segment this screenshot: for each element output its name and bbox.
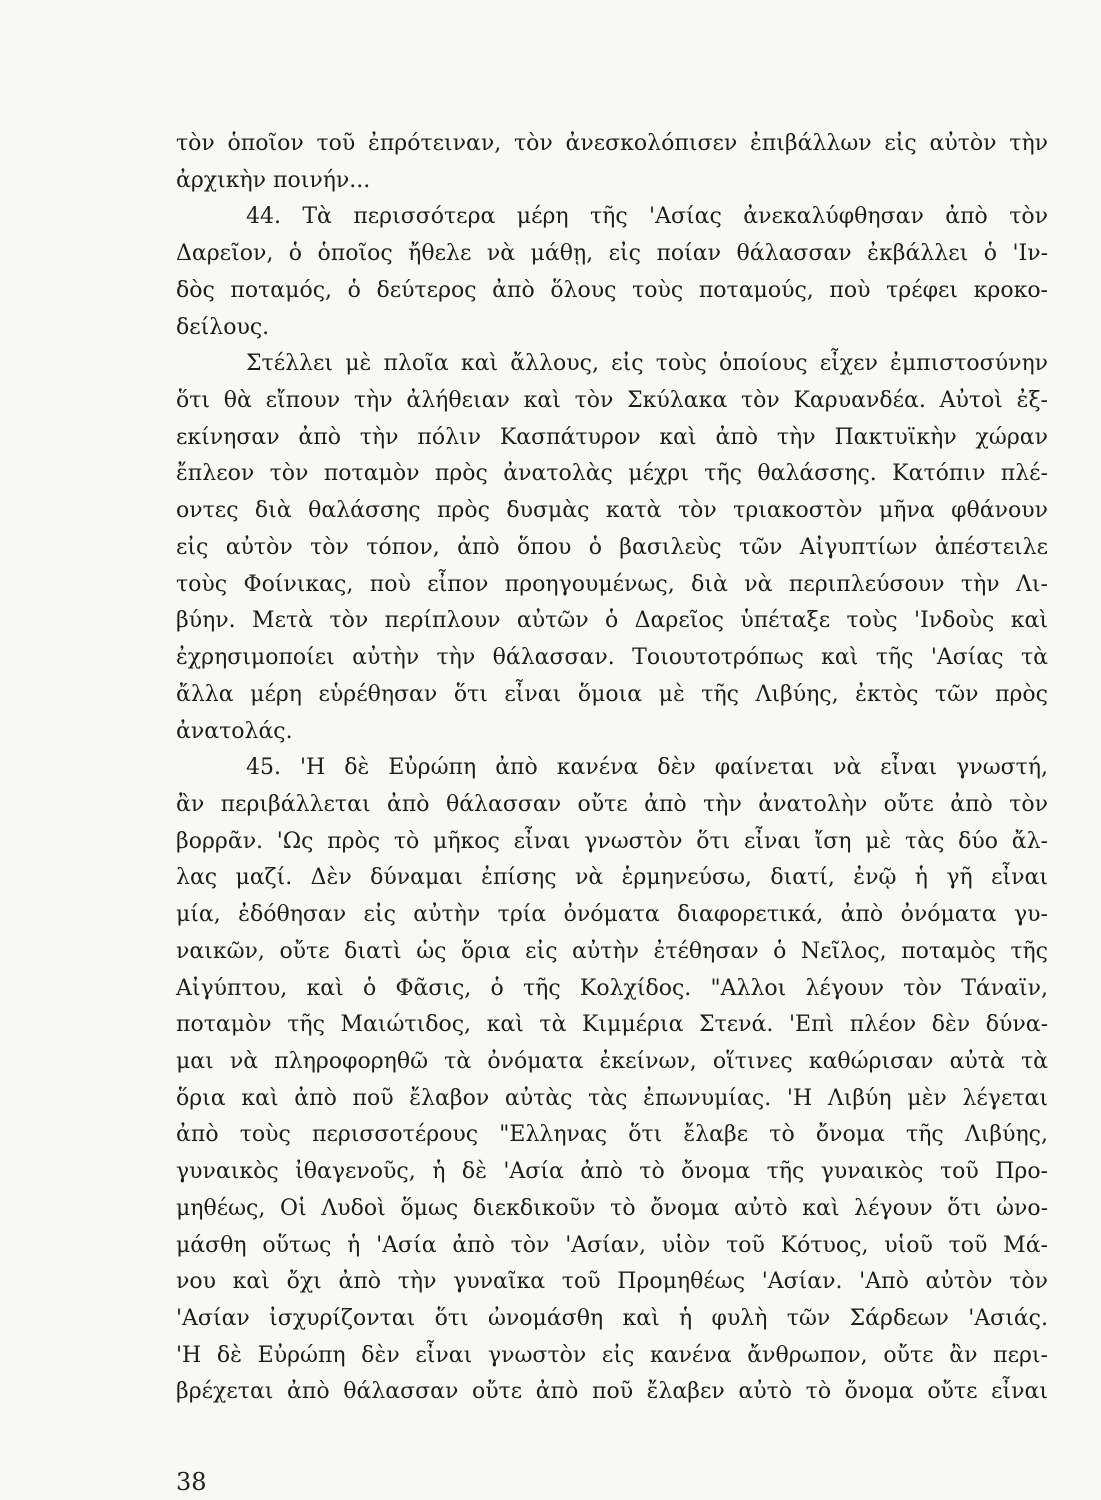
text-line: μία, ἐδόθησαν εἰς αὐτὴν τρία ὀνόματα διαφορετικά, ἀπὸ ὀνόματα γυ-	[176, 902, 1048, 928]
page-number: 38	[176, 1468, 207, 1496]
text-line: μάσθη οὕτως ἡ 'Ασία ἀπὸ τὸν 'Ασίαν, υἱὸν τοῦ Κότυος, υἱοῦ τοῦ Μά-	[176, 1232, 1048, 1258]
text-line: δείλους.	[176, 314, 270, 340]
text-line: 44. Τὰ περισσότερα μέρη τῆς 'Ασίας ἀνεκαλύφθησαν ἀπὸ τὸν	[246, 204, 1048, 230]
text-line: Αἰγύπτου, καὶ ὁ Φᾶσις, ὁ τῆς Κολχίδος. "Αλλοι λέγουν τὸν Τάναϊν,	[176, 975, 1048, 1001]
text-line: γυναικὸς ἰθαγενοῦς, ἡ δὲ 'Ασία ἀπὸ τὸ ὄνομα τῆς γυναικὸς τοῦ Προ-	[176, 1159, 1048, 1185]
text-line: Δαρεῖον, ὁ ὁποῖος ἤθελε νὰ μάθῃ, εἰς ποίαν θάλασσαν ἐκβάλλει ὁ 'Ιν-	[176, 241, 1048, 267]
text-line: μαι νὰ πληροφορηθῶ τὰ ὀνόματα ἐκείνων, οἵτινες καθώρισαν αὐτὰ τὰ	[176, 1048, 1048, 1074]
text-line: βορρᾶν. 'Ως πρὸς τὸ μῆκος εἶναι γνωστὸν ὅτι εἶναι ἴση μὲ τὰς δύο ἄλ-	[176, 828, 1048, 854]
text-line: 45. 'Η δὲ Εὐρώπη ἀπὸ κανένα δὲν φαίνεται νὰ εἶναι γνωστή,	[246, 755, 1048, 781]
text-line: ποταμὸν τῆς Μαιώτιδος, καὶ τὰ Κιμμέρια Στενά. 'Επὶ πλέον δὲν δύνα-	[176, 1012, 1048, 1038]
text-line: τὸν ὁποῖον τοῦ ἐπρότειναν, τὸν ἀνεσκολόπισεν ἐπιβάλλων εἰς αὐτὸν τὴν	[176, 131, 1048, 156]
text-line: ἄλλα μέρη εὑρέθησαν ὅτι εἶναι ὅμοια μὲ τῆς Λιβύης, ἐκτὸς τῶν πρὸς	[176, 681, 1048, 707]
text-line: λας μαζί. Δὲν δύναμαι ἐπίσης νὰ ἑρμηνεύσω, διατί, ἐνῷ ἡ γῆ εἶναι	[176, 865, 1048, 891]
text-line: ἔπλεον τὸν ποταμὸν πρὸς ἀνατολὰς μέχρι τῆς θαλάσσης. Κατόπιν πλέ-	[176, 461, 1048, 487]
text-line: δὸς ποταμός, ὁ δεύτερος ἀπὸ ὅλους τοὺς ποταμούς, ποὺ τρέφει κροκο-	[176, 277, 1048, 303]
text-line: οντες διὰ θαλάσσης πρὸς δυσμὰς κατὰ τὸν τριακοστὸν μῆνα φθάνουν	[176, 498, 1048, 524]
text-line: ὅτι θὰ εἴπουν τὴν ἀλήθειαν καὶ τὸν Σκύλακα τὸν Καρυανδέα. Αὐτοὶ ἐξ-	[176, 388, 1048, 414]
text-line: Στέλλει μὲ πλοῖα καὶ ἄλλους, εἰς τοὺς ὁποίους εἶχεν ἐμπιστοσύνην	[246, 351, 1048, 377]
text-line: ἀνατολάς.	[176, 718, 293, 744]
text-line: βρέχεται ἀπὸ θάλασσαν οὔτε ἀπὸ ποῦ ἔλαβεν αὐτὸ τὸ ὄνομα οὔτε εἶναι	[176, 1379, 1048, 1405]
text-line: εκίνησαν ἀπὸ τὴν πόλιν Κασπάτυρον καὶ ἀπὸ τὴν Πακτυϊκὴν χώραν	[176, 424, 1048, 450]
text-line: ναικῶν, οὔτε διατὶ ὡς ὅρια εἰς αὐτὴν ἐτέθησαν ὁ Νεῖλος, ποταμὸς τῆς	[176, 938, 1048, 964]
text-line: 'Ασίαν ἰσχυρίζονται ὅτι ὠνομάσθη καὶ ἡ φυλὴ τῶν Σάρδεων 'Ασιάς.	[176, 1306, 1048, 1331]
text-line: μηθέως, Οἱ Λυδοὶ ὅμως διεκδικοῦν τὸ ὄνομα αὐτὸ καὶ λέγουν ὅτι ὠνο-	[176, 1195, 1048, 1221]
text-line: 'Η δὲ Εὐρώπη δὲν εἶναι γνωστὸν εἰς κανένα ἄνθρωπον, οὔτε ἂν περι-	[176, 1342, 1048, 1368]
text-line: ἀπὸ τοὺς περισσοτέρους "Ελληνας ὅτι ἔλαβε τὸ ὄνομα τῆς Λιβύης,	[176, 1122, 1048, 1148]
text-line: νου καὶ ὄχι ἀπὸ τὴν γυναῖκα τοῦ Προμηθέως 'Ασίαν. 'Απὸ αὐτὸν τὸν	[176, 1269, 1048, 1295]
text-line: ἂν περιβάλλεται ἀπὸ θάλασσαν οὔτε ἀπὸ τὴν ἀνατολὴν οὔτε ἀπὸ τὸν	[176, 791, 1048, 817]
text-line: εἰς αὐτὸν τὸν τόπον, ἀπὸ ὅπου ὁ βασιλεὺς τῶν Αἰγυπτίων ἀπέστειλε	[176, 534, 1048, 560]
text-line: τοὺς Φοίνικας, ποὺ εἶπον προηγουμένως, διὰ νὰ περιπλεύσουν τὴν Λι-	[176, 571, 1048, 597]
text-line: ἐχρησιμοποίει αὐτὴν τὴν θάλασσαν. Τοιουτοτρόπως καὶ τῆς 'Ασίας τὰ	[176, 645, 1048, 671]
text-line: ὅρια καὶ ἀπὸ ποῦ ἔλαβον αὐτὰς τὰς ἐπωνυμίας. 'Η Λιβύη μὲν λέγεται	[176, 1085, 1048, 1111]
body-text	[176, 126, 1048, 1411]
text-line: ἀρχικὴν ποινήν...	[176, 167, 371, 193]
text-line: βύην. Μετὰ τὸν περίπλουν αὐτῶν ὁ Δαρεῖος ὑπέταξε τοὺς 'Ινδοὺς καὶ	[176, 608, 1048, 634]
